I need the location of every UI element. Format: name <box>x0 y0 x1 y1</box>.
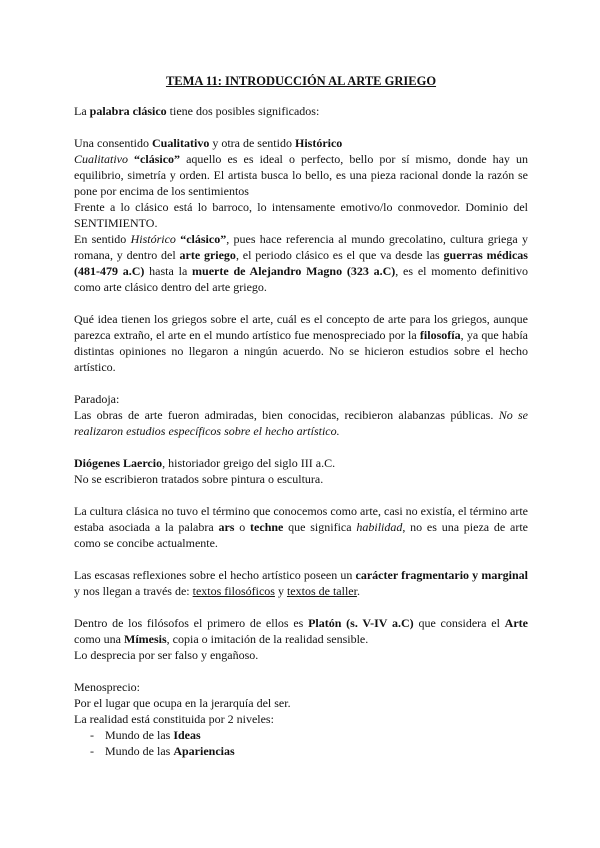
paragraph-cultura-clasica: La cultura clásica no tuvo el término que conocemos como arte, casi no existía, el término arte estaba asociada a la palabra ars o techne que significa habilidad, no es una pieza de arte como se concibe actualmente. <box>74 504 528 550</box>
paragraph-tratados: No se escribieron tratados sobre pintura o escultura. <box>74 472 324 486</box>
paragraph-paradoja: Las obras de arte fueron admiradas, bien conocidas, recibieron alabanzas públicas. No se realizaron estudios específicos sobre el hecho artístico. <box>74 408 529 438</box>
bold-term: guerras médicas (481-479 a.C) <box>74 248 528 278</box>
paragraph-intro: La palabra clásico tiene dos posibles significados: <box>74 104 320 118</box>
levels-list <box>74 727 528 759</box>
underlined-term: textos de taller <box>286 584 357 598</box>
paragraph-diogenes: Diógenes Laercio, historiador greigo del siglo III a.C. <box>74 456 336 470</box>
paragraph-paradoja-label: Paradoja: <box>74 392 120 406</box>
paragraph-reflexiones: Las escasas reflexiones sobre el hecho artístico poseen un carácter fragmentario y marginal y nos llegan a través de: textos filosóficos y textos de taller. <box>74 568 528 598</box>
bold-term: ars <box>218 520 235 534</box>
paragraph-niveles: La realidad está constituida por 2 niveles: <box>74 712 274 726</box>
paragraph-meanings: Una consentido Cualitativo y otra de sentido Histórico <box>74 136 343 150</box>
bold-term: “clásico” <box>128 152 181 166</box>
paragraph-desprecia: Lo desprecia por ser falso y engañoso. <box>74 648 259 662</box>
document-body <box>74 73 528 759</box>
italic-term: No se realizaron estudios específicos sobre el hecho artístico. <box>74 408 529 438</box>
underlined-term: textos filosóficos <box>192 584 275 598</box>
bold-term: techne <box>250 520 284 534</box>
page-title: TEMA 11: INTRODUCCIÓN AL ARTE GRIEGO <box>165 74 437 88</box>
paragraph-barroco: Frente a lo clásico está lo barroco, lo intensamente emotivo/lo conmovedor. Dominio del SENTIMIENTO. <box>74 200 528 230</box>
paragraph-platon: Dentro de los filósofos el primero de ellos es Platón (s. V-IV a.C) que considera el Arte como una Mímesis, copia o imitación de la realidad sensible. <box>74 616 528 646</box>
italic-term: habilidad <box>356 520 403 534</box>
bold-term: palabra clásico <box>89 104 167 118</box>
paragraph-idea-griegos: Qué idea tienen los griegos sobre el arte, cuál es el concepto de arte para los griegos, aunque parezca extraño, el arte en el mundo artístico fue menospreciado por la filosofía, ya que había distintas opiniones no llegaron a ningún acuerdo. No se hicieron estudios sobre el hecho artístico. <box>74 312 529 374</box>
list-bullet: - <box>90 728 94 742</box>
bold-term: filosofía <box>419 328 461 342</box>
bold-term: “clásico” <box>175 232 227 246</box>
bold-term: Platón (s. V-IV a.C) <box>308 616 414 630</box>
bold-term: Apariencias <box>173 744 235 758</box>
list-item: - Mundo de las Apariencias <box>90 744 235 758</box>
bold-term: Mímesis <box>124 632 167 646</box>
bold-term: Cualitativo <box>151 136 210 150</box>
paragraph-historico: En sentido Histórico “clásico”, pues hace referencia al mundo grecolatino, cultura griega y romana, y dentro del arte griego, el periodo clásico es el que va desde las guerras médicas (481-479 a.C) hasta la muerte de Alejandro Magno (323 a.C), es el momento definitivo como arte clásico dentro del arte griego. <box>74 232 528 294</box>
list-bullet: - <box>90 744 94 758</box>
bold-term: Ideas <box>173 728 201 742</box>
bold-term: Diógenes Laercio <box>74 456 163 470</box>
paragraph-cualitativo: Cualitativo “clásico” aquello es es ideal o perfecto, bello por sí mismo, donde hay un equilibrio, simetría y orden. El artista busca lo bello, es una pieza racional donde la razón se pone por encima de los sentimientos <box>74 152 528 198</box>
italic-term: Histórico <box>130 232 176 246</box>
bold-term: Histórico <box>294 136 343 150</box>
bold-term: arte griego <box>179 248 236 262</box>
bold-term: carácter fragmentario y marginal <box>355 568 528 582</box>
italic-term: Cualitativo <box>74 152 128 166</box>
bold-term: muerte de Alejandro Magno (323 a.C) <box>192 264 396 278</box>
list-item: - Mundo de las Ideas <box>90 728 201 742</box>
paragraph-lugar: Por el lugar que ocupa en la jerarquía del ser. <box>74 696 291 710</box>
bold-term: Arte <box>504 616 528 630</box>
paragraph-menosprecio-label: Menosprecio: <box>74 680 140 694</box>
